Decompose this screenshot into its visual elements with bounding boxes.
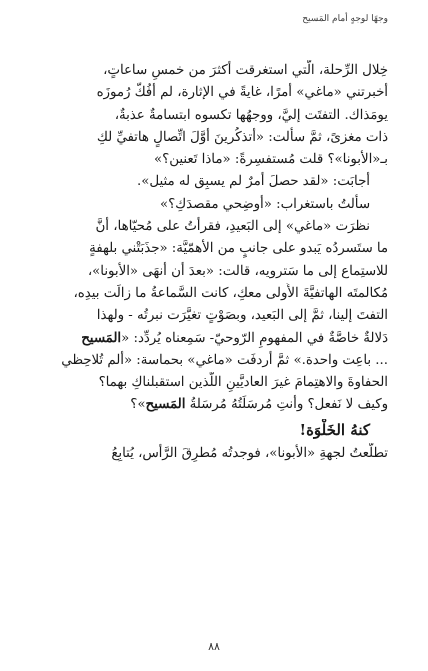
paragraph-line: التفتَ إلينا، ثمَّ إلى البَعيد، وبصَوْتٍ تغيَّرَت نبرتُه - ولهذا [96, 308, 388, 324]
paragraph-line: تطلَّعتُ لجهةِ «الأبونا»، فوجدتُه مُطرِقَ الرَّأس، يُتابِعُ [111, 446, 388, 462]
section-heading: كنهُ الخَلْوَة! [299, 420, 370, 439]
paragraph-line: بـ«الأبونا»؟ قلت مُستفسِرةً: «ماذا تَعنين؟» [154, 152, 388, 168]
paragraph-line: يومَذاك. التفتَت إليَّ، ووجهُها تكسوه ابتسامةٌ عذبةٌ، [114, 107, 388, 123]
paragraph-line: مُكالمتَه الهاتفيَّةَ الأُولى معكِ، كانت السَّماعةُ ما زالَت بيدِه، [73, 285, 388, 301]
running-header: وجهًا لوجهٍ أمام المَسيح [302, 14, 388, 24]
page-number: ٨٨ [208, 640, 220, 653]
paragraph-line: وكيف لا نَفعل؟ وأنتِ مُرسَلَتُهُ مُرسَلةُ المَسيح»؟ [130, 397, 388, 413]
paragraph-line: دَلالةٌ خاصَّةٌ في المفهومِ الرّوحيّ- سَمِعناه يُردِّد: «المَسيح [81, 330, 388, 346]
emphasized-term: المَسيح [145, 397, 186, 413]
paragraph-line: للاستِماع إلى ما سَترويه، قالت: «بعدَ أن أنهَى «الأبونا»، [87, 263, 388, 279]
paragraph-line: ذات مغزىً، ثمَّ سألت: «أتذكُرينَ أوَّلَ اتِّصالٍ هاتفيِّ لكِ [96, 129, 388, 145]
paragraph-line: خِلال الرِّحلة، الَّتي استغرقت أكثرَ من خمسِ ساعاتٍ، [103, 63, 388, 78]
paragraph-line: ... باعِت واحدة.» ثمَّ أردفَت «ماغي» بحماسة: «ألم تُلاحِظي [61, 352, 388, 368]
paragraph-line: أجابَت: «لقد حصلَ أمرٌ لم يسبِق له مثيل». [137, 174, 370, 190]
emphasized-term: المَسيح [81, 330, 122, 346]
paragraph-line: ما ستَسردُه يَبدو على جانبٍ من الأهمّيَّة: «جذَبَتْني بلهفةٍ [89, 241, 388, 257]
paragraph-line: الحفاوةَ والاهتِمامَ غيرَ العاديَّينِ اللَّذين استقبلناكِ بهما؟ [98, 375, 388, 391]
paragraph-line: نظرَت «ماغي» إلى البَعيدِ، فقرأتُ على مُحيّاها، أنَّ [95, 219, 370, 235]
body-text [38, 60, 388, 465]
paragraph-line: أخبرتني «ماغي» أمرًا، غايةً في الإثارة، لم أفُكَّ رُموزَه [96, 85, 388, 101]
paragraph-line: سألتُ باستغراب: «أوضِحي مقصدَكِ؟» [159, 196, 370, 212]
